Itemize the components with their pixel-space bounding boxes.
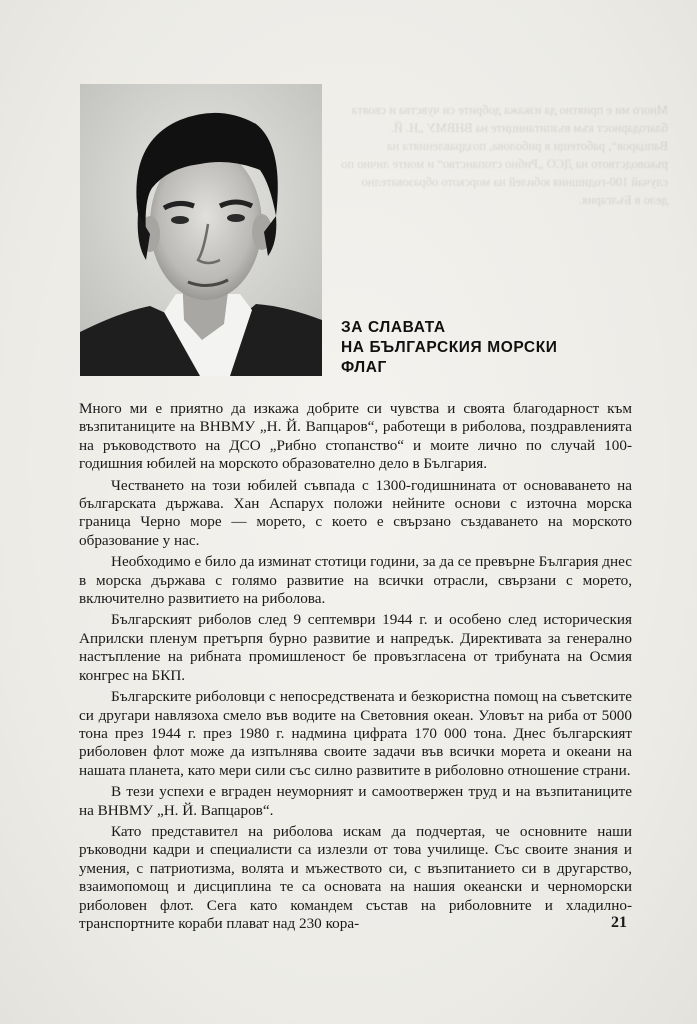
- article-title: [341, 318, 591, 378]
- paragraph: Честването на този юбилей съвпада с 1300-годишнината от основаването на българската държава. Хан Аспарух положи нейните основи с източна морска граница Черно море — морето, с което е свързано създаването на морското образование у нас.: [79, 476, 632, 549]
- paragraph: Българските риболовци с непосредствената и безкористна помощ на съветските си другари навлязоха смело във водите на Световния океан. Уловът на риба от 5000 тона през 1944 г. през 1980 г. надмина цифрата 170 000 тона. Днес българският риболовен флот може да изпълнява своите задачи във всички морета и океани на нашата планета, като мери сили със силно развитите в риболовно отношение страни.: [79, 688, 632, 779]
- page-number: 21: [611, 914, 627, 931]
- article-body: [79, 400, 632, 933]
- title-line: ФЛАГ: [341, 359, 387, 376]
- paragraph: В тези успехи е вграден неуморният и самоотвержен труд и на възпитаниците на ВНВМУ „Н. Й. Вапцаров“.: [79, 783, 632, 819]
- show-through-text: Много ми е приятно да изкажа добрите си чувства и своята благодарност към възпитаниците на ВНВМУ „Н. Й. Вапцаров“, работещи в риболова, поздравленията на ръководството на ДСО „Рибно стопанство“ и моите лично по случай 100-годишния юбилей на морското образователно дело в България.: [341, 102, 668, 207]
- paragraph: Необходимо е било да изминат стотици години, за да се превърне България днес в морска държава с голямо развитие на всички отрасли, свързани с морето, включително развитието на риболова.: [79, 553, 632, 608]
- paragraph: Българският риболов след 9 септември 1944 г. и особено след историческия Априлски пленум претърпя бурно развитие и напредък. Директивата за генерално настъпление на рибната промишленост бе провъзгласена от трибуната на Осмия конгрес на БКП.: [79, 611, 632, 684]
- paragraph: Много ми е приятно да изкажа добрите си чувства и своята благодарност към възпитаниците на ВНВМУ „Н. Й. Вапцаров“, работещи в риболова, поздравленията на ръководството на ДСО „Рибно стопанство“ и моите лично по случай 100-годишния юбилей на морското образователно дело в България.: [79, 400, 632, 473]
- paragraph: Като представител на риболова искам да подчертая, че основните наши ръководни кадри и специалисти са излезли от това училище. Със своите знания и умения, с патриотизма, волята и мъжеството си, с възпитанието си в другарство, взаимопомощ и дисциплина те са основата на нашия океански и черноморски риболовен флот. Сега като командем състав на риболовните и хладилно-транспортните кораби плават над 230 кора-: [79, 822, 632, 932]
- title-line: НА БЪЛГАРСКИЯ МОРСКИ: [341, 339, 558, 356]
- title-line: ЗА СЛАВАТА: [341, 319, 446, 336]
- portrait-photo: [80, 84, 322, 376]
